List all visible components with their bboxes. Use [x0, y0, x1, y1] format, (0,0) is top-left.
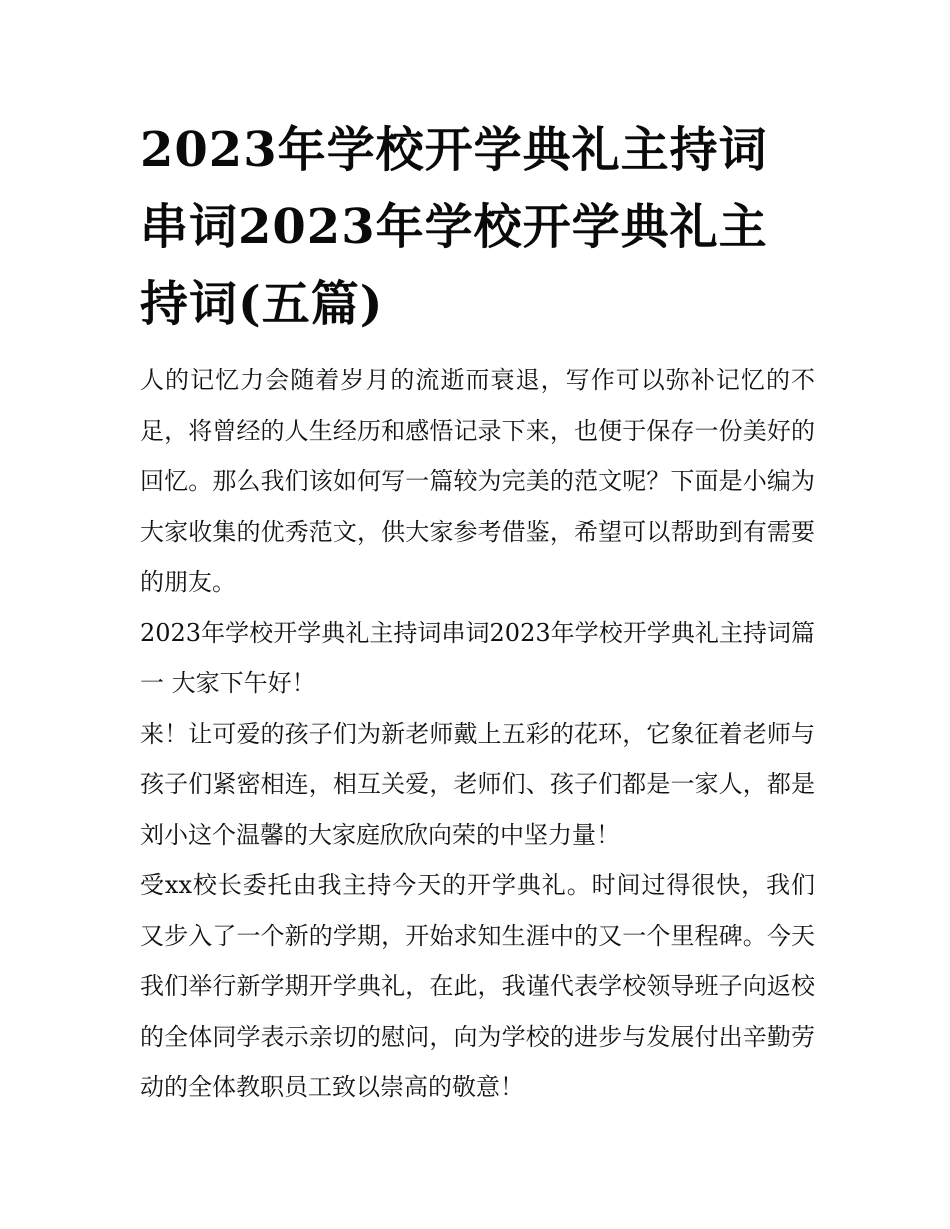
- document-title: 2023年学校开学典礼主持词串词2023年学校开学典礼主持词(五篇): [140, 122, 768, 332]
- body-paragraph: 受xx校长委托由我主持今天的开学典礼。时间过得很快，我们又步入了一个新的学期，开始求知生涯中的又一个里程碑。今天我们举行新学期开学典礼，在此，我谨代表学校领导班子向返校的全体同学表示亲切的慰问，向为学校的进步与发展付出辛勤劳动的全体教职员工致以崇高的敬意！: [140, 871, 815, 1101]
- body-paragraph: 来！让可爱的孩子们为新老师戴上五彩的花环，它象征着老师与孩子们紧密相连，相互关爱，老师们、孩子们都是一家人，都是刘小这个温馨的大家庭欣欣向荣的中坚力量！: [140, 719, 815, 849]
- document-page: [140, 112, 815, 1113]
- section-heading-paragraph: 2023年学校开学典礼主持词串词2023年学校开学典礼主持词篇一 大家下午好！: [140, 618, 815, 697]
- intro-paragraph: 人的记忆力会随着岁月的流逝而衰退，写作可以弥补记忆的不足，将曾经的人生经历和感悟记录下来，也便于保存一份美好的回忆。那么我们该如何写一篇较为完美的范文呢？下面是小编为大家收集的优秀范文，供大家参考借鉴，希望可以帮助到有需要的朋友。: [140, 366, 815, 596]
